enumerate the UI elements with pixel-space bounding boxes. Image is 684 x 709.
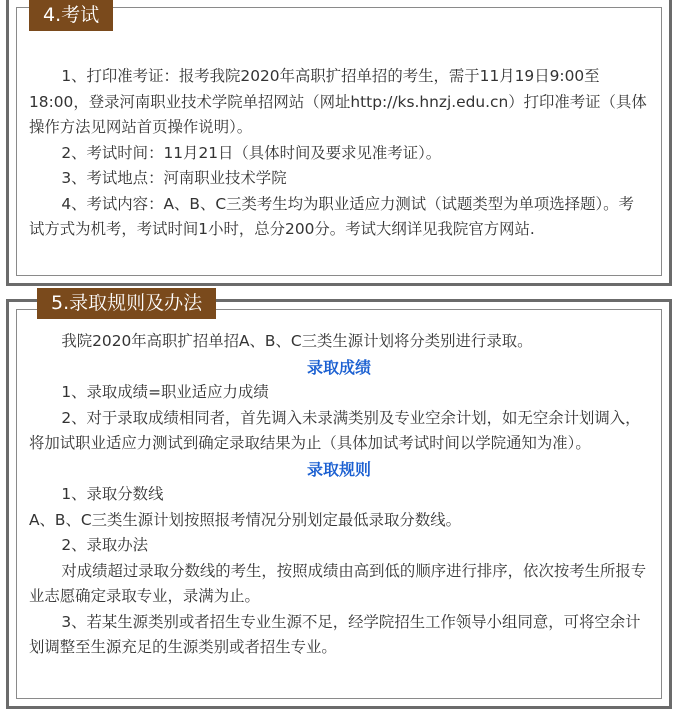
section-exam-heading: 4.考试	[29, 0, 113, 31]
admission-rule-method-text: 对成绩超过录取分数线的考生，按照成绩由高到低的顺序进行排序，依次按考生所报专业志愿确定录取专业，录满为止。	[29, 561, 647, 605]
section-admission-rules-heading: 5.录取规则及办法	[37, 288, 216, 319]
admission-rules-subheading: 录取规则	[306, 459, 371, 479]
exam-location-paragraph: 3、考试地点：河南职业技术学院	[61, 169, 287, 187]
exam-admission-ticket-paragraph: 1、打印准考证：报考我院2020年高职扩招单招的考生，需于11月19日9:00至18:00，登录河南职业技术学院单招网站（网址http://ks.hnzj.edu.cn）打印准考证（具体操作方法见网站首页操作说明）。	[29, 67, 647, 136]
admission-score-item-1: 1、录取成绩=职业适应力成绩	[61, 383, 269, 401]
admission-rule-adjustment-text: 3、若某生源类别或者招生专业生源不足，经学院招生工作领导小组同意，可将空余计划调整至生源充足的生源类别或者招生专业。	[29, 612, 641, 656]
admission-rule-method-title: 2、录取办法	[61, 536, 149, 554]
admission-score-subheading: 录取成绩	[306, 357, 371, 377]
section-admission-rules	[6, 292, 672, 709]
exam-time-paragraph: 2、考试时间：11月21日（具体时间及要求见准考证）。	[61, 143, 442, 162]
section-admission-rules-content	[29, 329, 649, 661]
section-exam	[6, 0, 672, 286]
admission-rule-cutoff-text: A、B、C三类生源计划按照报考情况分别划定最低录取分数线。	[29, 510, 461, 529]
admission-intro-paragraph: 我院2020年高职扩招单招A、B、C三类生源计划将分类别进行录取。	[61, 332, 533, 350]
exam-content-paragraph: 4、考试内容：A、B、C三类考生均为职业适应力测试（试题类型为单项选择题）。考试方式为机考，考试时间1小时，总分200分。考试大纲详见我院官方网站.	[29, 194, 634, 238]
admission-rule-cutoff-title: 1、录取分数线	[61, 485, 164, 503]
section-exam-content	[29, 64, 649, 243]
admission-score-item-2: 2、对于录取成绩相同者，首先调入未录满类别及专业空余计划，如无空余计划调入，将加试职业适应力测试到确定录取结果为止（具体加试考试时间以学院通知为准）。	[29, 408, 641, 452]
